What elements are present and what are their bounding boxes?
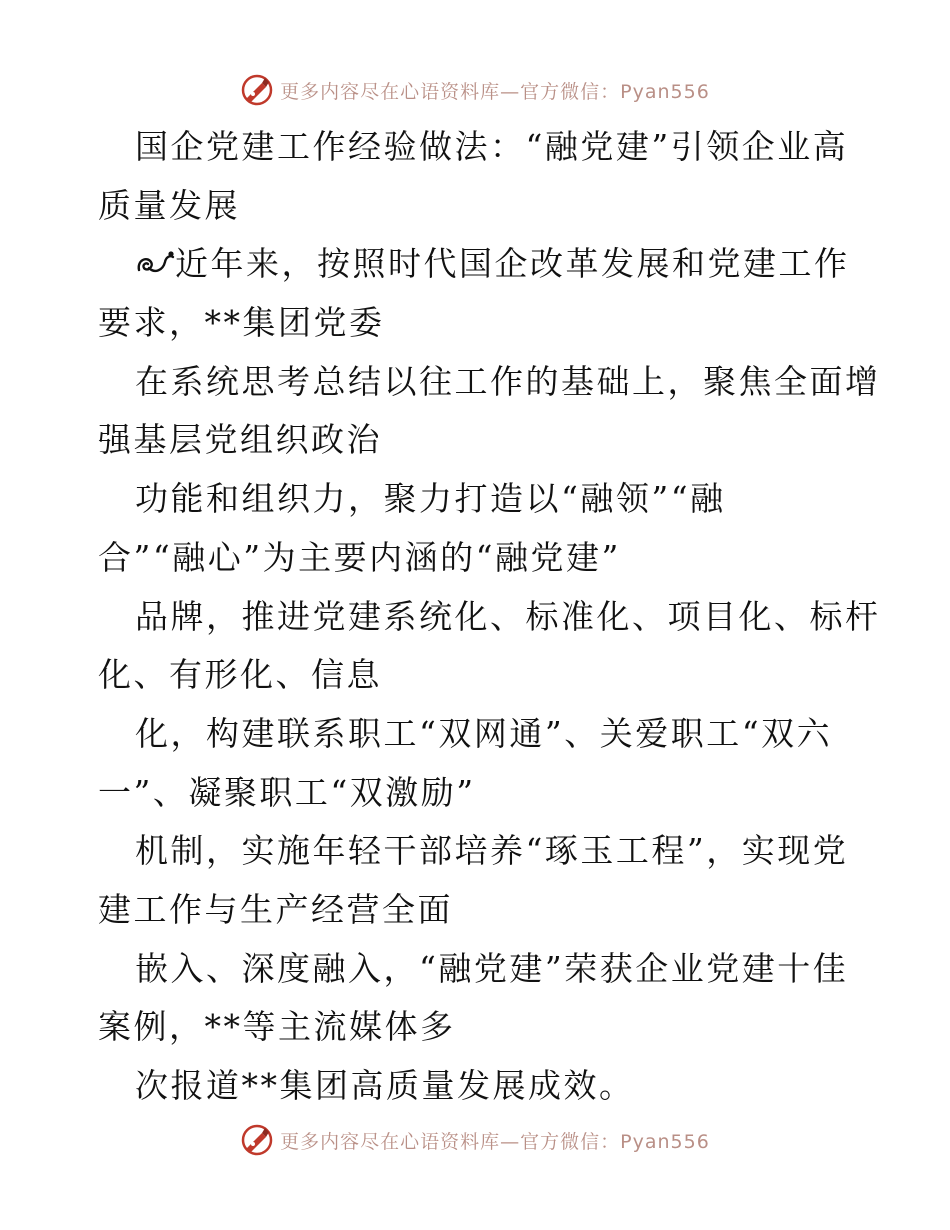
doc-line-11: 化，构建联系职工“双网通”、关爱职工“双六 — [135, 713, 833, 753]
header-watermark — [0, 70, 950, 110]
doc-title-line-1: 国企党建工作经验做法：“融党建”引领企业高 — [135, 127, 849, 166]
footer-watermark — [0, 1120, 950, 1160]
wechat-id: Pyan556 — [620, 80, 710, 103]
doc-line-5: 在系统思考总结以往工作的基础上，聚焦全面增 — [135, 361, 881, 401]
doc-line-12: 一”、凝聚职工“双激励” — [98, 772, 476, 812]
doc-line-4: 要求，**集团党委 — [98, 303, 385, 343]
doc-line-14: 建工作与生产经营全面 — [98, 889, 453, 929]
doc-line-3 — [98, 235, 858, 294]
doc-line-16: 案例，**等主流媒体多 — [98, 1007, 456, 1047]
doc-line-3-text: 近年来，按照时代国企改革发展和党建工作 — [175, 244, 850, 284]
doc-line-17: 次报道**集团高质量发展成效。 — [135, 1066, 635, 1105]
doc-line-6: 强基层党组织政治 — [98, 420, 382, 460]
watermark-text: 更多内容尽在心语资料库—官方微信：Pyan556 — [280, 80, 710, 103]
pen-logo-icon — [240, 1123, 274, 1157]
flourish-icon — [135, 248, 175, 278]
pen-logo-icon — [240, 73, 274, 107]
doc-line-15: 嵌入、深度融入，“融党建”荣获企业党建十佳 — [135, 948, 849, 988]
watermark-text: 更多内容尽在心语资料库—官方微信：Pyan556 — [280, 1130, 710, 1153]
doc-line-8: 合”“融心”为主要内涵的“融党建” — [98, 537, 621, 577]
doc-line-13: 机制，实施年轻干部培养“琢玉工程”，实现党 — [135, 831, 849, 871]
doc-line-9: 品牌，推进党建系统化、标准化、项目化、标杆 — [135, 596, 881, 636]
document-body — [98, 118, 881, 1116]
doc-line-10: 化、有形化、信息 — [98, 655, 382, 695]
doc-title-line-2: 质量发展 — [98, 185, 240, 225]
wechat-id: Pyan556 — [620, 1130, 710, 1153]
doc-line-7: 功能和组织力，聚力打造以“融领”“融 — [135, 479, 726, 519]
